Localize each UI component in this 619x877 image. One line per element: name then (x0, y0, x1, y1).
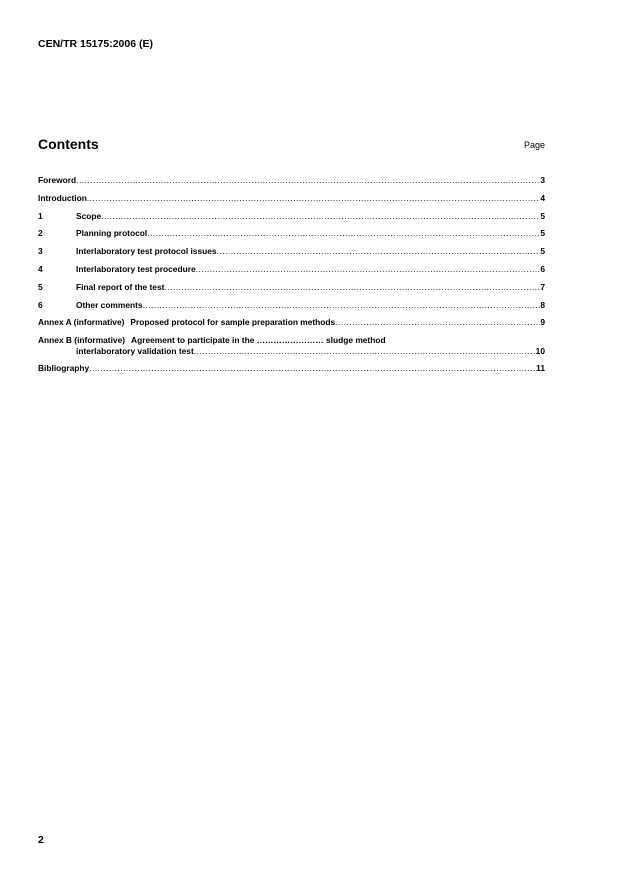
toc-entry-page: 5 (540, 210, 545, 221)
toc-entry-page: 8 (540, 299, 545, 310)
toc-entry-page: 11 (536, 363, 545, 374)
toc-entry-foreword[interactable] (38, 175, 545, 193)
dot-leader (76, 175, 540, 185)
toc-entry-bibliography[interactable] (38, 363, 545, 381)
annex-label: Annex B (informative) (38, 335, 126, 346)
toc-entry-title: Final report of the test (76, 281, 165, 292)
table-of-contents (38, 175, 545, 381)
toc-entry-protocol-issues[interactable] (38, 246, 545, 264)
toc-entry-title: Other comments (76, 299, 143, 310)
toc-entry-title: Agreement to participate in the …………………… sludge method (131, 335, 386, 346)
toc-entry-title: Planning protocol (76, 228, 148, 239)
annex-label: Annex A (informative) (38, 317, 125, 328)
toc-entry-page: 9 (540, 317, 545, 328)
document-id-header: CEN/TR 15175:2006 (E) (38, 38, 153, 50)
toc-entry-number: 6 (38, 299, 43, 310)
dot-leader (143, 300, 541, 310)
toc-entry-introduction[interactable] (38, 193, 545, 211)
dot-leader (164, 282, 540, 292)
toc-entry-annex-a[interactable] (38, 317, 545, 335)
toc-entry-number: 2 (38, 228, 43, 239)
toc-entry-page: 4 (540, 192, 545, 203)
toc-entry-scope[interactable] (38, 211, 545, 229)
dot-leader (194, 346, 536, 356)
toc-entry-title: Foreword (38, 175, 77, 185)
toc-entry-title: Introduction (38, 192, 87, 203)
toc-entry-test-procedure[interactable] (38, 264, 545, 282)
toc-entry-planning-protocol[interactable] (38, 228, 545, 246)
dot-leader (196, 264, 541, 274)
toc-entry-page: 10 (535, 346, 545, 357)
toc-entry-title: Bibliography (38, 363, 90, 374)
toc-entry-page: 5 (540, 246, 545, 257)
toc-entry-title: Proposed protocol for sample preparation methods (130, 317, 336, 328)
contents-heading: Contents (38, 136, 99, 152)
dot-leader (87, 193, 540, 203)
dot-leader (335, 317, 540, 327)
toc-entry-final-report[interactable] (38, 282, 545, 300)
toc-entry-title: Interlaboratory test protocol issues (76, 246, 217, 257)
toc-entry-number: 1 (38, 210, 43, 221)
toc-entry-other-comments[interactable] (38, 300, 545, 318)
dot-leader (89, 363, 536, 373)
toc-entry-page: 5 (540, 228, 545, 239)
toc-entry-title-continued: interlaboratory validation test (76, 346, 194, 357)
toc-entry-number: 4 (38, 263, 43, 274)
toc-entry-title: Interlaboratory test procedure (76, 263, 196, 274)
toc-entry-page: 3 (540, 175, 545, 185)
dot-leader (147, 228, 540, 238)
dot-leader (217, 246, 541, 256)
toc-entry-title: Scope (76, 210, 102, 221)
page-number: 2 (38, 834, 44, 846)
page-column-label: Page (523, 140, 545, 150)
toc-entry-page: 7 (540, 281, 545, 292)
toc-entry-annex-b[interactable] (38, 335, 545, 363)
toc-entry-page: 6 (540, 263, 545, 274)
dot-leader (101, 211, 540, 221)
toc-entry-number: 3 (38, 246, 43, 257)
toc-entry-number: 5 (38, 281, 43, 292)
